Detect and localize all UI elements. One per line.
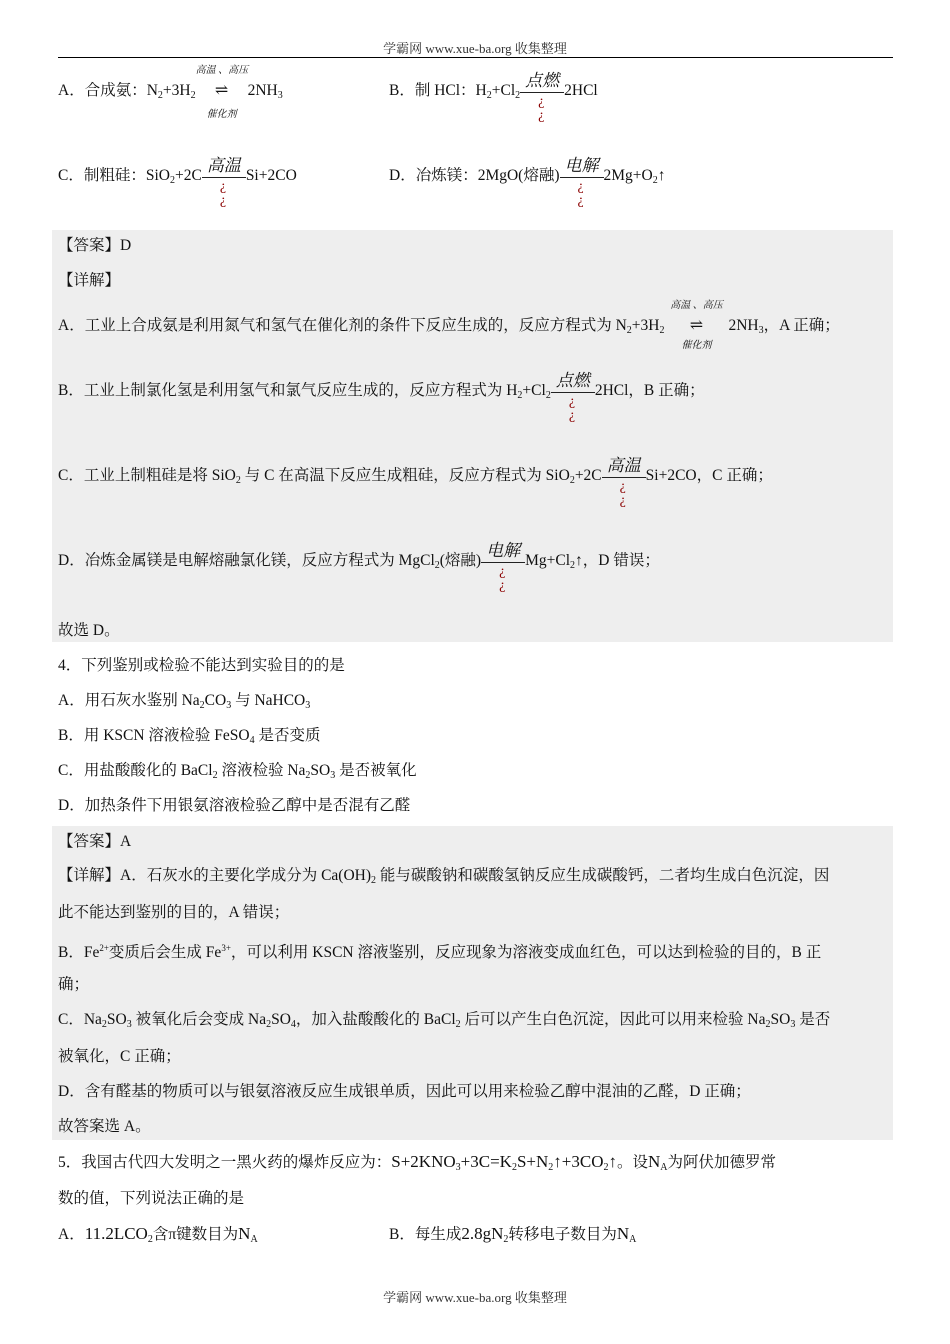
q3-answer: 【答案】D bbox=[58, 237, 132, 254]
reaction-condition: 点燃 ¿ ¿ bbox=[520, 81, 564, 101]
q4-detail-line-6: 被氧化，C 正确； bbox=[58, 1048, 181, 1065]
reversible-arrow: 高温 、高压 ⇌ 催化剂 bbox=[195, 65, 249, 120]
q3-option-b: B．制 HCl：$H_2+Cl_2$ 点燃 ¿ ¿ 2HCl bbox=[389, 71, 598, 123]
reaction-condition: 电解 ¿ ¿ bbox=[481, 551, 525, 571]
q3-explanation-b: B．工业上制氯化氢是利用氢气和氯气反应生成的，反应方程式为 $H_2+Cl_2$ 点燃 ¿ ¿ 2HCl，B 正确； bbox=[58, 371, 705, 423]
reaction-condition: 高温 ¿ ¿ bbox=[202, 166, 246, 186]
q5-stem-line-1: 5．我国古代四大发明之一黑火药的爆炸反应为：$S+2KNO_3+3C=K_2S+N_2↑+3CO_2↑$。设$N_A$为阿伏加德罗常 bbox=[58, 1152, 777, 1173]
page-footer: 学霸网 www.xue-ba.org 收集整理 bbox=[383, 1290, 567, 1305]
q5-option-b: B．每生成$2.8gN_2$转移电子数目为$N_A$ bbox=[389, 1224, 637, 1245]
reaction-condition: 电解 ¿ ¿ bbox=[560, 166, 604, 186]
q3-option-c: C．制粗硅：SiO$_2$+2C 高温 ¿ ¿ Si+2CO bbox=[58, 156, 297, 208]
q3-explanation-c: C．工业上制粗硅是将 SiO$_2$ 与 C 在高温下反应生成粗硅，反应方程式为 SiO$_2$+2C 高温 ¿ ¿ Si+2CO，C 正确； bbox=[58, 456, 773, 508]
q3-explanation-a: A．工业上合成氨是利用氮气和氢气在催化剂的条件下反应生成的，反应方程式为 $N_2+3H_2$ 高温 、高压 ⇌ 催化剂 $2NH_3$，A 正确； bbox=[58, 300, 840, 351]
q4-option-c: C．用盐酸酸化的 BaCl$_2$ 溶液检验 $Na_2SO_3$ 是否被氧化 bbox=[58, 762, 417, 781]
q4-detail-line-8: 故答案选 A。 bbox=[58, 1118, 151, 1135]
reaction-condition: 高温 ¿ ¿ bbox=[602, 466, 646, 486]
q5-stem-line-2: 数的值，下列说法正确的是 bbox=[58, 1190, 245, 1207]
q4-detail-line-4: 确； bbox=[58, 976, 90, 993]
q3-detail-label: 【详解】 bbox=[58, 272, 121, 289]
q4-detail-line-3: B．$Fe^{2+}$变质后会生成 $Fe^{3+}$，可以利用 KSCN 溶液鉴别，反应现象为溶液变成血红色，可以达到检验的目的，B 正 bbox=[58, 943, 822, 961]
q4-detail-line-2: 此不能达到鉴别的目的，A 错误； bbox=[58, 904, 290, 921]
q3-answer-block bbox=[52, 230, 893, 642]
reversible-arrow: 高温 、高压 ⇌ 催化剂 bbox=[670, 300, 723, 351]
q4-detail-line-7: D．含有醛基的物质可以与银氨溶液反应生成银单质，因此可以用来检验乙醇中混油的乙醛，D 正确； bbox=[58, 1083, 751, 1100]
q4-answer: 【答案】A bbox=[58, 833, 132, 850]
page-header: 学霸网 www.xue-ba.org 收集整理 bbox=[383, 41, 567, 56]
q3-option-d: D．冶炼镁：2MgO(熔融) 电解 ¿ ¿ $2Mg+O_2↑$ bbox=[389, 156, 666, 208]
q3-explanation-d: D．冶炼金属镁是电解熔融氯化镁，反应方程式为 MgCl$_2$(熔融) 电解 ¿ ¿ $Mg+Cl_2↑$，D 错误； bbox=[58, 541, 660, 593]
q4-option-a: A．用石灰水鉴别 $Na_2CO_3$ 与 NaHCO$_3$ bbox=[58, 692, 311, 711]
q4-option-b: B．用 KSCN 溶液检验 FeSO$_4$ 是否变质 bbox=[58, 727, 321, 746]
q4-detail-line-5: C．$Na_2SO_3$ 被氧化后会变成 $Na_2SO_4$，加入盐酸酸化的 BaCl$_2$ 后可以产生白色沉淀，因此可以用来检验 $Na_2SO_3$ 是否 bbox=[58, 1011, 831, 1030]
reaction-condition: 点燃 ¿ ¿ bbox=[551, 381, 595, 401]
q4-option-d: D．加热条件下用银氨溶液检验乙醇中是否混有乙醛 bbox=[58, 797, 411, 814]
q5-option-a: A．$11.2LCO_2$含π键数目为$N_A$ bbox=[58, 1224, 258, 1245]
q3-conclusion: 故选 D。 bbox=[58, 622, 120, 639]
q4-detail-line-1: 【详解】A．石灰水的主要化学成分为 $Ca(OH)_2$ 能与碳酸钠和碳酸氢钠反应生成碳酸钙，二者均生成白色沉淀，因 bbox=[58, 867, 830, 886]
q4-stem: 4．下列鉴别或检验不能达到实验目的的是 bbox=[58, 657, 345, 674]
header-divider bbox=[58, 57, 893, 58]
q3-option-a: A．合成氨：$N_2+3H_2$ 高温 、高压 ⇌ 催化剂 $2NH_3$ bbox=[58, 65, 283, 120]
